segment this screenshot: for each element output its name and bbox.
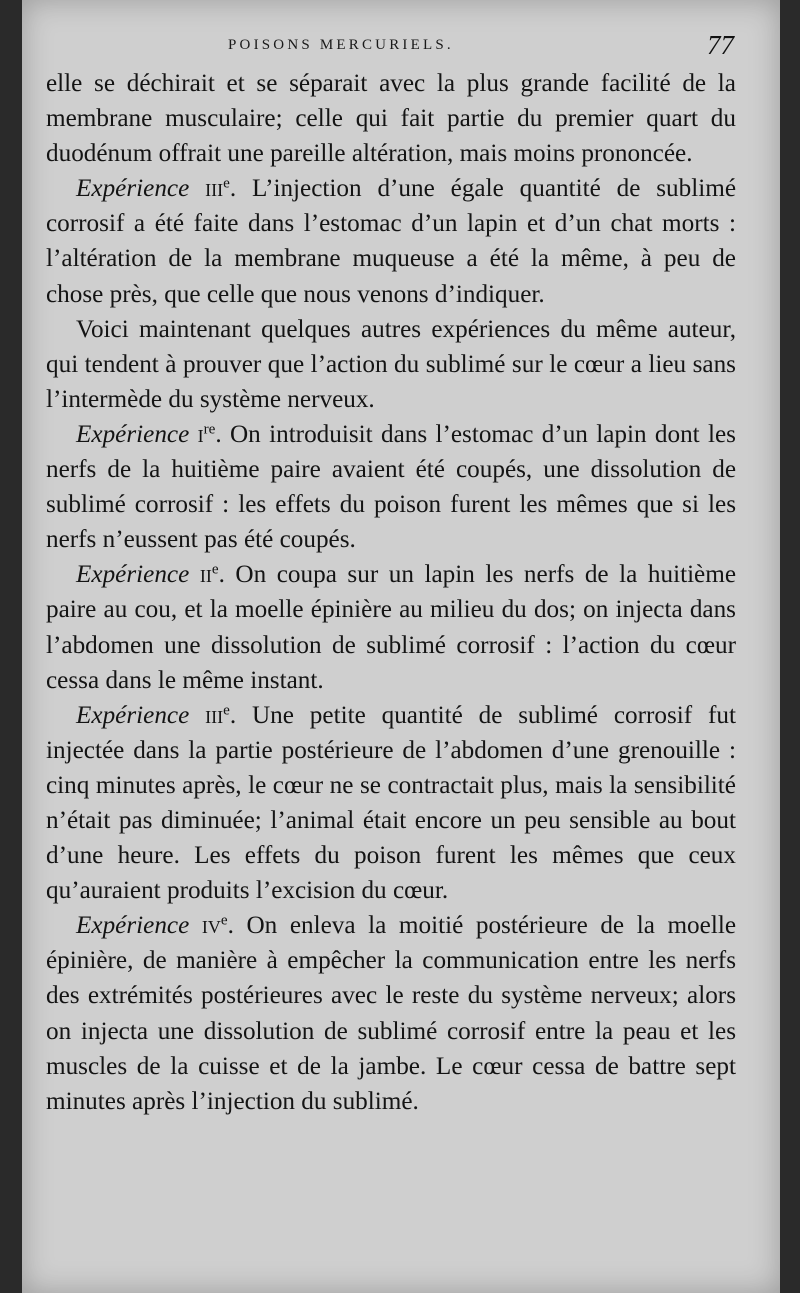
page-header — [22, 30, 780, 64]
paragraph-experiment-iii-b — [46, 698, 736, 909]
page-number: 77 — [707, 30, 734, 60]
paragraph-experiment-iii — [46, 171, 736, 311]
experiment-label: Expérience — [76, 912, 190, 940]
running-head: POISONS MERCURIELS. — [228, 37, 454, 53]
ordinal-suffix: e — [220, 912, 228, 929]
body-text — [46, 66, 736, 1119]
ordinal-suffix: e — [223, 702, 230, 719]
experiment-label: Expérience — [76, 420, 190, 448]
experiment-numeral: ii — [199, 561, 212, 589]
ordinal-suffix: e — [223, 175, 230, 192]
experiment-numeral: iv — [201, 912, 221, 940]
paragraph-text: . On coupa sur un lapin les nerfs de la huitième paire au cou, et la moelle épinière au milieu du dos; on injecta dans l’abdomen une dissolution de sublimé corrosif : l’action du cœur cessa dans le même instant. — [46, 561, 737, 694]
paragraph-experiment-ii — [46, 557, 736, 697]
book-page — [22, 0, 780, 1293]
paragraph-text: . On enleva la moitié postérieure de la moelle épinière, de manière à empêcher la communication entre les nerfs des extrémités postérieures avec le reste du système nerveux; alors on injecta une dissolution de sublimé corrosif entre la peau et les muscles de la cuisse et de la jambe. Le cœur cessa de battre sept minutes après l’injection du sublimé. — [46, 912, 736, 1115]
paragraph-experiment-i — [46, 417, 736, 557]
paragraph-continuation: elle se déchirait et se séparait avec la plus grande facilité de la membrane musculaire; celle qui fait partie du premier quart du duodénum offrait une pareille altération, mais moins prononcée. — [46, 70, 736, 168]
paragraph-text: . Une petite quantité de sublimé corrosif fut injectée dans la partie postérieure de l’abdomen d’une grenouille : cinq minutes après, le cœur ne se contractait plus, mais la sensibilité n’était pas diminuée; l’animal était encore un peu sensible au bout d’une heure. Les effets du poison furent les mêmes que ceux qu’auraient produits l’excision du cœur. — [46, 701, 736, 905]
ordinal-suffix: re — [203, 421, 216, 438]
paragraph-text: . On introduisit dans l’estomac d’un lapin dont les nerfs de la huitième paire avaient été coupés, une dissolution de sublimé corrosif : les effets du poison furent les mêmes que si les nerfs n’eussent pas été coupés. — [46, 420, 736, 554]
paragraph-experiment-iv — [46, 908, 736, 1119]
experiment-numeral: iii — [205, 175, 224, 203]
experiment-numeral: iii — [205, 701, 224, 729]
experiment-label: Expérience — [76, 561, 190, 589]
experiment-label: Expérience — [76, 701, 190, 729]
paragraph-text: . L’injection d’une égale quantité de sublimé corrosif a été faite dans l’estomac d’un lapin et d’un chat morts : l’altération de la membrane muqueuse a été la même, à peu de chose près, que celle que nous venons d’indiquer. — [46, 175, 737, 308]
ordinal-suffix: e — [211, 562, 219, 578]
experiment-label: Expérience — [76, 175, 190, 203]
experiment-numeral: i — [197, 420, 204, 448]
paragraph-intro: Voici maintenant quelques autres expériences du même auteur, qui tendent à prouver que l’action du sublimé sur le cœur a lieu sans l’intermède du système nerveux. — [46, 315, 736, 413]
